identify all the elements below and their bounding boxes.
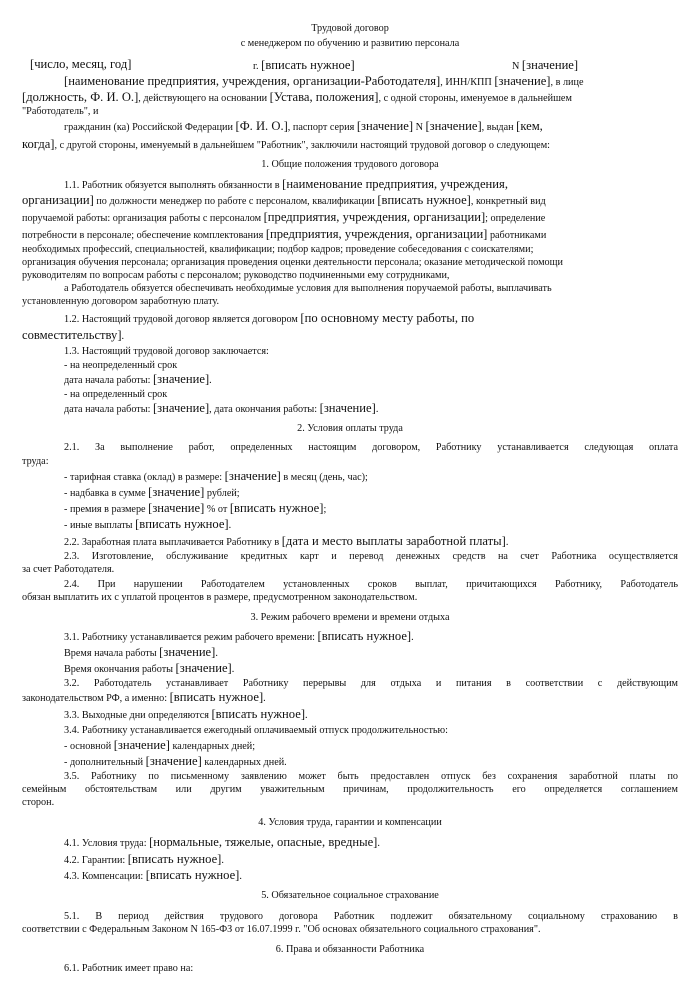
bonus-placeholder: [значение] (148, 485, 205, 499)
p13-option-b: - на определенный срок (64, 389, 168, 400)
end-time-line (64, 662, 234, 676)
employer-placeholder: организации] (22, 193, 94, 207)
text: 2.2. Заработная плата выплачивается Работнику в (64, 537, 282, 548)
p11-line-6: организация обучения персонала; организация проведения оценки деятельности персонала; оказание методической помощи (22, 257, 563, 268)
text: 4.2. Гарантии: (64, 855, 128, 866)
organization-placeholder: [предприятия, учреждения, организации] (263, 210, 486, 224)
text: . (231, 664, 235, 675)
bonus-line (64, 486, 240, 500)
p21-line-2: труда: (22, 456, 49, 467)
start-time-line (64, 646, 218, 660)
p32-line-1: 3.2. Работодатель устанавливает Работнику перерывы для отдыха и питания в соответствии с действующим (64, 678, 678, 689)
text: . (305, 710, 308, 721)
p13-option-a: - на неопределенный срок (64, 360, 178, 371)
text: 4.3. Компенсации: (64, 871, 146, 882)
p24-line-1: 2.4. При нарушении Работодателем установленных сроков выплат, причитающихся Работнику, Работодатель (64, 579, 678, 590)
employer-name-placeholder: [наименование предприятия, учреждения, организации-Работодателя] (64, 74, 441, 88)
p11-line-9: установленную договором заработную плату. (22, 296, 220, 307)
p11-line-2 (22, 194, 546, 208)
employer-placeholder: [наименование предприятия, учреждения, (282, 177, 508, 191)
premium-line (64, 502, 326, 516)
text: потребности в персонале; обеспечение комплектования (22, 230, 266, 241)
p11-line-7: руководителям по вопросам работы с персоналом; руководство подчиненными ему сотрудниками, (22, 270, 450, 281)
premium-placeholder: [значение] (148, 501, 205, 515)
p12-line-2 (22, 329, 124, 343)
text: - тарифная ставка (оклад) в размере: (64, 472, 225, 483)
text: , в лице (550, 77, 584, 88)
section-2-heading: 2. Условия оплаты труда (297, 423, 403, 434)
start-date-placeholder: [значение] (152, 372, 210, 386)
contract-title: Трудовой договор (311, 23, 389, 34)
p61: 6.1. Работник имеет право на: (64, 963, 194, 974)
text: . (239, 871, 242, 882)
text: дата начала работы: (64, 375, 153, 386)
text: , ИНН/КПП (440, 77, 495, 88)
p31 (64, 630, 414, 644)
p35-line-1: 3.5. Работнику по письменному заявлению может быть предоставлен отпуск без сохранения заработной платы по (64, 771, 678, 782)
guarantees-placeholder: [вписать нужное] (127, 852, 222, 866)
text: , с другой стороны, именуемый в дальнейшем "Работник", заключили настоящий трудовой договор о следующем: (54, 140, 550, 151)
text: . (377, 838, 380, 849)
start-time-placeholder: [значение] (159, 645, 216, 659)
p24-line-2: обязан выплатить их с уплатой процентов в размере, предусмотренном законодательством. (22, 592, 418, 603)
extra-vacation-line (64, 755, 287, 769)
city-field (253, 59, 355, 73)
text: по должности менеджер по работе с персоналом, квалификации (93, 196, 378, 207)
text: Время окончания работы (64, 664, 176, 675)
text: - надбавка в сумме (64, 488, 149, 499)
qualification-placeholder: [вписать нужное] (377, 193, 471, 207)
p43 (64, 869, 242, 883)
intro-line-1 (64, 75, 583, 89)
p11-line-5: необходимых профессий, специальностей, квалификации; подбор кадров; проведение собеседования с соискателями; (22, 244, 534, 255)
compensations-placeholder: [вписать нужное] (145, 868, 240, 882)
text: , конкретный вид (470, 196, 546, 207)
p13-b-dates (64, 402, 378, 416)
p42 (64, 853, 224, 867)
organization-placeholder: [предприятия, учреждения, организации] (265, 227, 488, 241)
text: . (228, 520, 232, 531)
section-3-heading: 3. Режим рабочего времени и времени отдыха (250, 612, 450, 623)
text: в месяц (день, час); (280, 472, 368, 483)
p35-line-2: семейным обстоятельствам или другим уважительным причинам, продолжительность его определяется соглашением (22, 784, 678, 795)
text: , паспорт серия (287, 122, 357, 133)
p11-line-1 (64, 178, 508, 192)
text: , выдан (481, 122, 517, 133)
work-conditions-placeholder: [нормальные, тяжелые, опасные, вредные] (149, 835, 378, 849)
p51-line-2: соответствии с Федеральным Законом N 165-ФЗ от 16.07.1999 г. "Об основах обязательного социального страхования". (22, 924, 541, 935)
p34: 3.4. Работнику устанавливается ежегодный оплачиваемый отпуск продолжительностью: (64, 725, 448, 736)
work-schedule-placeholder: [вписать нужное] (317, 629, 412, 643)
number-placeholder: [значение] (521, 58, 579, 72)
p12-line-1 (64, 312, 474, 326)
contract-subtitle: с менеджером по обучению и развитию персонала (240, 38, 460, 49)
p13: 1.3. Настоящий трудовой договор заключается: (64, 346, 269, 357)
text: . (215, 648, 218, 659)
text: - иные выплаты (64, 520, 136, 531)
p32-line-2 (22, 691, 266, 705)
payment-date-placeholder: [дата и место выплаты заработной платы] (281, 534, 506, 548)
premium-base-placeholder: [вписать нужное] (229, 501, 324, 515)
text: . (263, 693, 266, 704)
breaks-placeholder: [вписать нужное] (169, 690, 264, 704)
text: 1.2. Настоящий трудовой договор является договором (64, 314, 301, 325)
text: N (413, 122, 426, 133)
text: рублей; (204, 488, 240, 499)
text: ; (323, 504, 327, 515)
text: , с одной стороны, именуемое в дальнейшем (378, 93, 572, 104)
number-field (512, 59, 578, 73)
start-date-placeholder: [значение] (152, 401, 210, 415)
text: - основной (64, 741, 114, 752)
text: 3.1. Работнику устанавливается режим рабочего времени: (64, 632, 318, 643)
main-vacation-line (64, 739, 255, 753)
text: - премия в размере (64, 504, 149, 515)
p11-line-8: а Работодатель обязуется обеспечивать необходимые условия для выполнения поручаемой работы, выплачивать (64, 283, 552, 294)
representative-placeholder: [должность, Ф. И. О.] (22, 90, 139, 104)
number-prefix: N (512, 61, 520, 72)
text: поручаемой работы: организация работы с персоналом (22, 213, 264, 224)
text: . (209, 375, 212, 386)
basis-placeholder: [Устава, положения] (269, 90, 379, 104)
text: 3.3. Выходные дни определяются (64, 710, 212, 721)
date-field: [число, месяц, год] (30, 57, 132, 71)
other-payments-line (64, 518, 231, 532)
intro-line-2 (22, 91, 572, 105)
text: . (221, 855, 224, 866)
section-6-heading: 6. Права и обязанности Работника (275, 944, 425, 955)
text: 4.1. Условия труда: (64, 838, 150, 849)
text: % от (204, 504, 230, 515)
main-vacation-placeholder: [значение] (113, 738, 170, 752)
p23-line-1: 2.3. Изготовление, обслуживание кредитных карт и перевод денежных средств на счет Работника осуществляется (64, 551, 678, 562)
employment-type-placeholder: совместительству] (22, 328, 122, 342)
inn-placeholder: [значение] (494, 74, 551, 88)
p13-a-date (64, 373, 212, 387)
text: , действующего на основании (138, 93, 270, 104)
section-4-heading: 4. Условия труда, гарантии и компенсации (258, 817, 442, 828)
rate-placeholder: [значение] (224, 469, 281, 483)
text: . (121, 331, 125, 342)
days-off-placeholder: [вписать нужное] (211, 707, 306, 721)
employment-type-placeholder: [по основному месту работы, по (300, 311, 475, 325)
text: - дополнительный (64, 757, 146, 768)
section-1-heading: 1. Общие положения трудового договора (261, 159, 439, 170)
text: дата начала работы: (64, 404, 153, 415)
p41 (64, 836, 380, 850)
intro-line-5 (22, 138, 550, 152)
text: . (375, 404, 379, 415)
city-placeholder: [вписать нужное] (261, 58, 355, 72)
section-5-heading: 5. Обязательное социальное страхование (261, 890, 439, 901)
passport-series-placeholder: [значение] (356, 119, 414, 133)
text: гражданин (ка) Российской Федерации (64, 122, 236, 133)
end-date-placeholder: [значение] (319, 401, 376, 415)
p11-line-4 (22, 228, 546, 242)
issued-by-placeholder: [кем, (516, 119, 543, 133)
text: Время начала работы (64, 648, 160, 659)
text: , дата окончания работы: (209, 404, 320, 415)
p22 (64, 535, 508, 549)
p23-line-2: за счет Работодателя. (22, 564, 115, 575)
text: ; определение (485, 213, 546, 224)
p51-line-1: 5.1. В период действия трудового договора Работник подлежит обязательному социальному страхованию в (64, 911, 678, 922)
city-prefix: г. (253, 61, 259, 72)
text: законодательством РФ, а именно: (22, 693, 170, 704)
issued-when-placeholder: когда] (22, 137, 55, 151)
text: 1.1. Работник обязуется выполнять обязанности в (64, 180, 283, 191)
p21-line-1: 2.1. За выполнение работ, определенных настоящим договором, Работнику устанавливается следующая оплата (64, 442, 678, 453)
text: работниками (487, 230, 547, 241)
end-time-placeholder: [значение] (175, 661, 232, 675)
intro-line-4 (64, 120, 543, 134)
p35-line-3: сторон. (22, 797, 55, 808)
p11-line-3 (22, 211, 545, 225)
other-payments-placeholder: [вписать нужное] (135, 517, 229, 531)
rate-line (64, 470, 368, 484)
text: . (505, 537, 509, 548)
extra-vacation-placeholder: [значение] (145, 754, 202, 768)
text: календарных дней. (201, 757, 287, 768)
intro-line-3: "Работодатель", и (22, 106, 99, 117)
text: календарных дней; (169, 741, 256, 752)
passport-number-placeholder: [значение] (425, 119, 482, 133)
p33 (64, 708, 308, 722)
employee-name-placeholder: [Ф. И. О.] (235, 119, 288, 133)
text: . (411, 632, 414, 643)
